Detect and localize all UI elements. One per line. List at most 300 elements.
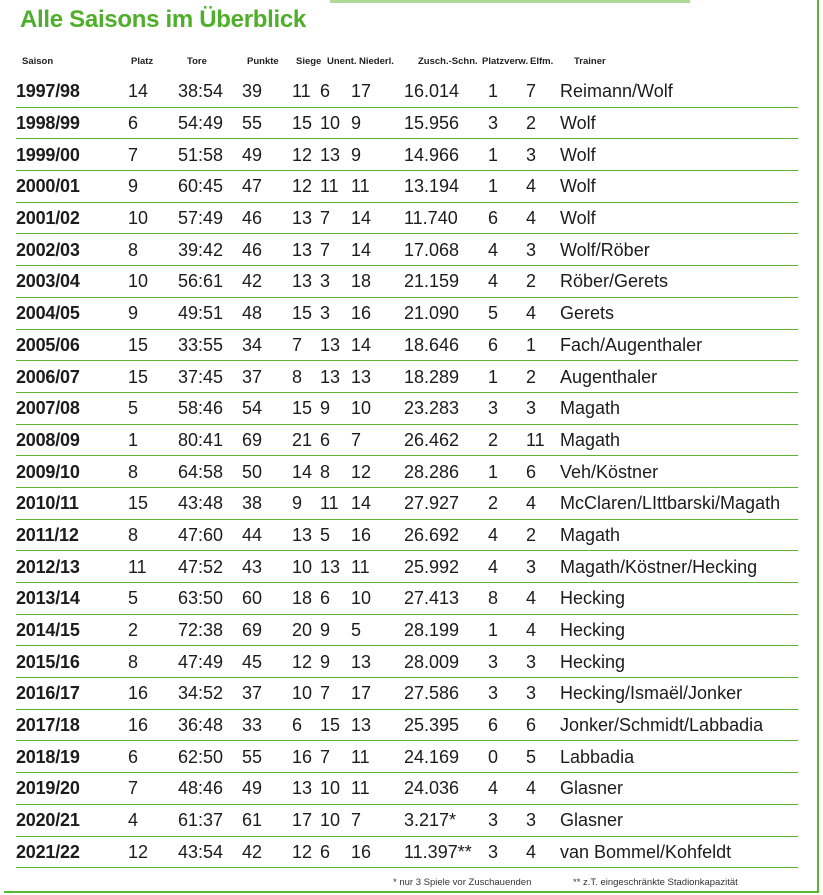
cell-tore: 51:58 (178, 139, 242, 171)
cell-siege: 12 (292, 646, 320, 678)
table-row (16, 266, 798, 298)
cell-zusch: 18.646 (404, 329, 488, 361)
cell-nied: 9 (351, 107, 404, 139)
cell-platz: 16 (128, 709, 178, 741)
cell-zusch: 17.068 (404, 234, 488, 266)
cell-zusch: 27.413 (404, 583, 488, 615)
cell-zusch: 28.009 (404, 646, 488, 678)
header-platzverw: Platzverw. (482, 56, 529, 67)
cell-saison: 2007/08 (16, 392, 128, 424)
cell-zusch: 25.395 (404, 709, 488, 741)
cell-platz: 4 (128, 804, 178, 836)
cell-tore: 62:50 (178, 741, 242, 773)
cell-platz: 8 (128, 456, 178, 488)
cell-nied: 14 (351, 487, 404, 519)
cell-elfm: 4 (526, 773, 560, 805)
cell-unent: 13 (320, 329, 351, 361)
cell-platz: 14 (128, 76, 178, 107)
cell-siege: 20 (292, 614, 320, 646)
cell-platz: 9 (128, 171, 178, 203)
cell-platz: 8 (128, 646, 178, 678)
cell-unent: 15 (320, 709, 351, 741)
cell-unent: 10 (320, 107, 351, 139)
cell-pv: 5 (488, 297, 526, 329)
cell-zusch: 11.740 (404, 202, 488, 234)
cell-trainer: Wolf/Röber (560, 234, 798, 266)
cell-tore: 47:49 (178, 646, 242, 678)
cell-punkte: 47 (242, 171, 292, 203)
cell-pv: 4 (488, 234, 526, 266)
cell-tore: 37:45 (178, 361, 242, 393)
cell-nied: 10 (351, 583, 404, 615)
cell-punkte: 55 (242, 107, 292, 139)
cell-unent: 9 (320, 392, 351, 424)
cell-elfm: 3 (526, 646, 560, 678)
cell-elfm: 3 (526, 392, 560, 424)
cell-nied: 9 (351, 139, 404, 171)
cell-platz: 15 (128, 361, 178, 393)
cell-siege: 18 (292, 583, 320, 615)
cell-pv: 1 (488, 171, 526, 203)
cell-trainer: Wolf (560, 107, 798, 139)
cell-saison: 2014/15 (16, 614, 128, 646)
cell-nied: 14 (351, 202, 404, 234)
cell-trainer: Hecking/Ismaël/Jonker (560, 678, 798, 710)
table-row (16, 456, 798, 488)
cell-trainer: Wolf (560, 139, 798, 171)
cell-trainer: Hecking (560, 646, 798, 678)
cell-platz: 5 (128, 583, 178, 615)
table-row (16, 361, 798, 393)
cell-unent: 11 (320, 171, 351, 203)
cell-punkte: 39 (242, 76, 292, 107)
header-trainer: Trainer (574, 56, 606, 67)
table-row (16, 424, 798, 456)
cell-punkte: 43 (242, 551, 292, 583)
cell-elfm: 7 (526, 76, 560, 107)
cell-unent: 13 (320, 361, 351, 393)
table-row (16, 551, 798, 583)
cell-platz: 10 (128, 266, 178, 298)
cell-trainer: Gerets (560, 297, 798, 329)
cell-pv: 1 (488, 139, 526, 171)
cell-pv: 4 (488, 266, 526, 298)
cell-zusch: 11.397** (404, 836, 488, 868)
header-siege: Siege (296, 56, 322, 67)
table-row (16, 297, 798, 329)
cell-nied: 13 (351, 709, 404, 741)
cell-platz: 5 (128, 392, 178, 424)
cell-elfm: 2 (526, 519, 560, 551)
cell-punkte: 37 (242, 678, 292, 710)
cell-siege: 10 (292, 678, 320, 710)
cell-siege: 10 (292, 551, 320, 583)
table-row (16, 741, 798, 773)
cell-tore: 48:46 (178, 773, 242, 805)
cell-saison: 2019/20 (16, 773, 128, 805)
cell-tore: 80:41 (178, 424, 242, 456)
cell-trainer: Hecking (560, 614, 798, 646)
cell-punkte: 45 (242, 646, 292, 678)
cell-zusch: 25.992 (404, 551, 488, 583)
cell-punkte: 33 (242, 709, 292, 741)
table-row (16, 709, 798, 741)
cell-siege: 11 (292, 76, 320, 107)
cell-nied: 7 (351, 424, 404, 456)
table-row (16, 329, 798, 361)
cell-nied: 11 (351, 551, 404, 583)
cell-unent: 9 (320, 646, 351, 678)
table-row (16, 76, 798, 107)
cell-punkte: 61 (242, 804, 292, 836)
cell-saison: 2005/06 (16, 329, 128, 361)
cell-pv: 4 (488, 773, 526, 805)
cell-tore: 47:60 (178, 519, 242, 551)
cell-elfm: 1 (526, 329, 560, 361)
cell-tore: 57:49 (178, 202, 242, 234)
cell-trainer: Magath/Köstner/Hecking (560, 551, 798, 583)
cell-nied: 14 (351, 329, 404, 361)
header-zuschauer: Zusch.-Schn. (418, 56, 478, 67)
cell-trainer: Veh/Köstner (560, 456, 798, 488)
cell-tore: 56:61 (178, 266, 242, 298)
cell-elfm: 4 (526, 297, 560, 329)
cell-nied: 16 (351, 519, 404, 551)
header-niederl: Niederl. (359, 56, 394, 67)
cell-punkte: 69 (242, 614, 292, 646)
cell-tore: 39:42 (178, 234, 242, 266)
cell-unent: 6 (320, 76, 351, 107)
cell-elfm: 6 (526, 709, 560, 741)
cell-elfm: 4 (526, 836, 560, 868)
cell-unent: 9 (320, 614, 351, 646)
cell-platz: 15 (128, 487, 178, 519)
cell-tore: 43:54 (178, 836, 242, 868)
cell-zusch: 27.927 (404, 487, 488, 519)
cell-tore: 47:52 (178, 551, 242, 583)
cell-siege: 9 (292, 487, 320, 519)
cell-elfm: 6 (526, 456, 560, 488)
cell-siege: 6 (292, 709, 320, 741)
cell-platz: 1 (128, 424, 178, 456)
cell-nied: 18 (351, 266, 404, 298)
cell-elfm: 4 (526, 202, 560, 234)
cell-saison: 2000/01 (16, 171, 128, 203)
cell-unent: 6 (320, 424, 351, 456)
cell-unent: 6 (320, 583, 351, 615)
header-tore: Tore (187, 56, 207, 67)
cell-tore: 33:55 (178, 329, 242, 361)
cell-saison: 2012/13 (16, 551, 128, 583)
cell-punkte: 54 (242, 392, 292, 424)
table-row (16, 836, 798, 868)
cell-trainer: Magath (560, 392, 798, 424)
cell-siege: 21 (292, 424, 320, 456)
cell-elfm: 4 (526, 171, 560, 203)
cell-siege: 13 (292, 234, 320, 266)
header-saison: Saison (22, 56, 54, 67)
cell-nied: 10 (351, 392, 404, 424)
cell-elfm: 3 (526, 139, 560, 171)
cell-zusch: 21.090 (404, 297, 488, 329)
cell-tore: 54:49 (178, 107, 242, 139)
cell-unent: 10 (320, 804, 351, 836)
cell-saison: 2002/03 (16, 234, 128, 266)
table-row (16, 519, 798, 551)
cell-punkte: 46 (242, 234, 292, 266)
cell-unent: 11 (320, 487, 351, 519)
cell-unent: 6 (320, 836, 351, 868)
cell-trainer: Hecking (560, 583, 798, 615)
cell-saison: 2008/09 (16, 424, 128, 456)
cell-nied: 17 (351, 76, 404, 107)
cell-zusch: 21.159 (404, 266, 488, 298)
cell-siege: 15 (292, 297, 320, 329)
cell-tore: 49:51 (178, 297, 242, 329)
cell-trainer: Röber/Gerets (560, 266, 798, 298)
cell-pv: 8 (488, 583, 526, 615)
table-row (16, 646, 798, 678)
cell-elfm: 3 (526, 804, 560, 836)
cell-pv: 2 (488, 487, 526, 519)
cell-elfm: 5 (526, 741, 560, 773)
cell-elfm: 4 (526, 583, 560, 615)
cell-platz: 8 (128, 234, 178, 266)
cell-nied: 11 (351, 741, 404, 773)
cell-siege: 12 (292, 171, 320, 203)
cell-tore: 58:46 (178, 392, 242, 424)
cell-tore: 34:52 (178, 678, 242, 710)
cell-elfm: 3 (526, 551, 560, 583)
table-row (16, 234, 798, 266)
cell-pv: 6 (488, 202, 526, 234)
cell-unent: 13 (320, 139, 351, 171)
cell-nied: 11 (351, 171, 404, 203)
seasons-table (16, 76, 798, 868)
cell-nied: 11 (351, 773, 404, 805)
header-punkte: Punkte (247, 56, 279, 67)
cell-nied: 13 (351, 361, 404, 393)
cell-saison: 2009/10 (16, 456, 128, 488)
cell-punkte: 48 (242, 297, 292, 329)
cell-punkte: 49 (242, 139, 292, 171)
cell-unent: 7 (320, 741, 351, 773)
cell-pv: 2 (488, 424, 526, 456)
cell-trainer: Reimann/Wolf (560, 76, 798, 107)
cell-siege: 13 (292, 773, 320, 805)
table-row (16, 171, 798, 203)
cell-platz: 8 (128, 519, 178, 551)
cell-siege: 15 (292, 107, 320, 139)
cell-siege: 14 (292, 456, 320, 488)
table-row (16, 804, 798, 836)
cell-zusch: 3.217* (404, 804, 488, 836)
cell-saison: 2003/04 (16, 266, 128, 298)
cell-trainer: Wolf (560, 171, 798, 203)
cell-saison: 1999/00 (16, 139, 128, 171)
cell-punkte: 37 (242, 361, 292, 393)
cell-punkte: 34 (242, 329, 292, 361)
cell-nied: 17 (351, 678, 404, 710)
cell-nied: 13 (351, 646, 404, 678)
cell-zusch: 26.462 (404, 424, 488, 456)
table-row (16, 614, 798, 646)
table-row (16, 392, 798, 424)
cell-pv: 3 (488, 392, 526, 424)
cell-pv: 4 (488, 551, 526, 583)
cell-unent: 3 (320, 297, 351, 329)
cell-pv: 3 (488, 804, 526, 836)
cell-tore: 43:48 (178, 487, 242, 519)
cell-unent: 7 (320, 202, 351, 234)
cell-tore: 36:48 (178, 709, 242, 741)
page-title: Alle Saisons im Überblick (20, 6, 306, 33)
decorative-strip (330, 0, 690, 3)
cell-pv: 1 (488, 614, 526, 646)
cell-trainer: Magath (560, 519, 798, 551)
cell-punkte: 49 (242, 773, 292, 805)
cell-zusch: 26.692 (404, 519, 488, 551)
cell-tore: 38:54 (178, 76, 242, 107)
cell-platz: 2 (128, 614, 178, 646)
cell-pv: 3 (488, 646, 526, 678)
header-platz: Platz (131, 56, 154, 67)
cell-pv: 3 (488, 107, 526, 139)
table-row (16, 107, 798, 139)
cell-trainer: Glasner (560, 773, 798, 805)
cell-zusch: 18.289 (404, 361, 488, 393)
cell-nied: 16 (351, 836, 404, 868)
cell-trainer: Jonker/Schmidt/Labbadia (560, 709, 798, 741)
cell-siege: 12 (292, 836, 320, 868)
cell-platz: 9 (128, 297, 178, 329)
cell-tore: 72:38 (178, 614, 242, 646)
cell-platz: 15 (128, 329, 178, 361)
cell-platz: 7 (128, 773, 178, 805)
cell-unent: 7 (320, 678, 351, 710)
cell-nied: 5 (351, 614, 404, 646)
cell-trainer: Augenthaler (560, 361, 798, 393)
cell-punkte: 42 (242, 266, 292, 298)
cell-elfm: 2 (526, 107, 560, 139)
cell-siege: 12 (292, 139, 320, 171)
cell-saison: 2020/21 (16, 804, 128, 836)
cell-unent: 13 (320, 551, 351, 583)
cell-unent: 8 (320, 456, 351, 488)
cell-zusch: 28.286 (404, 456, 488, 488)
cell-tore: 60:45 (178, 171, 242, 203)
cell-trainer: Magath (560, 424, 798, 456)
cell-pv: 4 (488, 519, 526, 551)
cell-trainer: Labbadia (560, 741, 798, 773)
table-row (16, 139, 798, 171)
cell-punkte: 60 (242, 583, 292, 615)
cell-siege: 7 (292, 329, 320, 361)
cell-siege: 8 (292, 361, 320, 393)
cell-trainer: Glasner (560, 804, 798, 836)
cell-punkte: 55 (242, 741, 292, 773)
table-row (16, 773, 798, 805)
cell-saison: 2017/18 (16, 709, 128, 741)
cell-pv: 1 (488, 361, 526, 393)
footnote-double: ** z.T. eingeschränkte Stadionkapazität (573, 877, 738, 888)
cell-platz: 7 (128, 139, 178, 171)
cell-elfm: 3 (526, 678, 560, 710)
table-row (16, 583, 798, 615)
cell-platz: 11 (128, 551, 178, 583)
header-elfm: Elfm. (530, 56, 554, 67)
cell-unent: 3 (320, 266, 351, 298)
cell-unent: 5 (320, 519, 351, 551)
cell-pv: 3 (488, 678, 526, 710)
cell-nied: 7 (351, 804, 404, 836)
cell-platz: 12 (128, 836, 178, 868)
cell-elfm: 11 (526, 424, 560, 456)
cell-tore: 64:58 (178, 456, 242, 488)
cell-zusch: 15.956 (404, 107, 488, 139)
cell-saison: 2010/11 (16, 487, 128, 519)
cell-siege: 13 (292, 202, 320, 234)
cell-siege: 13 (292, 266, 320, 298)
cell-siege: 15 (292, 392, 320, 424)
cell-zusch: 23.283 (404, 392, 488, 424)
cell-trainer: Fach/Augenthaler (560, 329, 798, 361)
cell-nied: 14 (351, 234, 404, 266)
cell-saison: 1998/99 (16, 107, 128, 139)
header-unent: Unent. (327, 56, 357, 67)
cell-elfm: 2 (526, 361, 560, 393)
cell-pv: 6 (488, 329, 526, 361)
cell-zusch: 28.199 (404, 614, 488, 646)
cell-zusch: 13.194 (404, 171, 488, 203)
cell-pv: 1 (488, 76, 526, 107)
cell-platz: 6 (128, 107, 178, 139)
cell-tore: 61:37 (178, 804, 242, 836)
cell-saison: 2021/22 (16, 836, 128, 868)
cell-saison: 2013/14 (16, 583, 128, 615)
cell-saison: 2016/17 (16, 678, 128, 710)
cell-saison: 2018/19 (16, 741, 128, 773)
cell-platz: 16 (128, 678, 178, 710)
cell-trainer: van Bommel/Kohfeldt (560, 836, 798, 868)
table-row (16, 487, 798, 519)
cell-pv: 3 (488, 836, 526, 868)
cell-punkte: 44 (242, 519, 292, 551)
cell-zusch: 14.966 (404, 139, 488, 171)
cell-zusch: 27.586 (404, 678, 488, 710)
cell-punkte: 46 (242, 202, 292, 234)
cell-zusch: 24.169 (404, 741, 488, 773)
table-row (16, 678, 798, 710)
cell-zusch: 16.014 (404, 76, 488, 107)
footnote-single: * nur 3 Spiele vor Zuschauenden (393, 877, 532, 888)
cell-pv: 1 (488, 456, 526, 488)
cell-punkte: 38 (242, 487, 292, 519)
cell-trainer: Wolf (560, 202, 798, 234)
cell-siege: 16 (292, 741, 320, 773)
cell-nied: 16 (351, 297, 404, 329)
cell-zusch: 24.036 (404, 773, 488, 805)
cell-elfm: 2 (526, 266, 560, 298)
cell-pv: 0 (488, 741, 526, 773)
cell-saison: 2015/16 (16, 646, 128, 678)
cell-trainer: McClaren/LIttbarski/Magath (560, 487, 798, 519)
cell-nied: 12 (351, 456, 404, 488)
cell-unent: 7 (320, 234, 351, 266)
cell-saison: 2001/02 (16, 202, 128, 234)
cell-tore: 63:50 (178, 583, 242, 615)
cell-platz: 6 (128, 741, 178, 773)
